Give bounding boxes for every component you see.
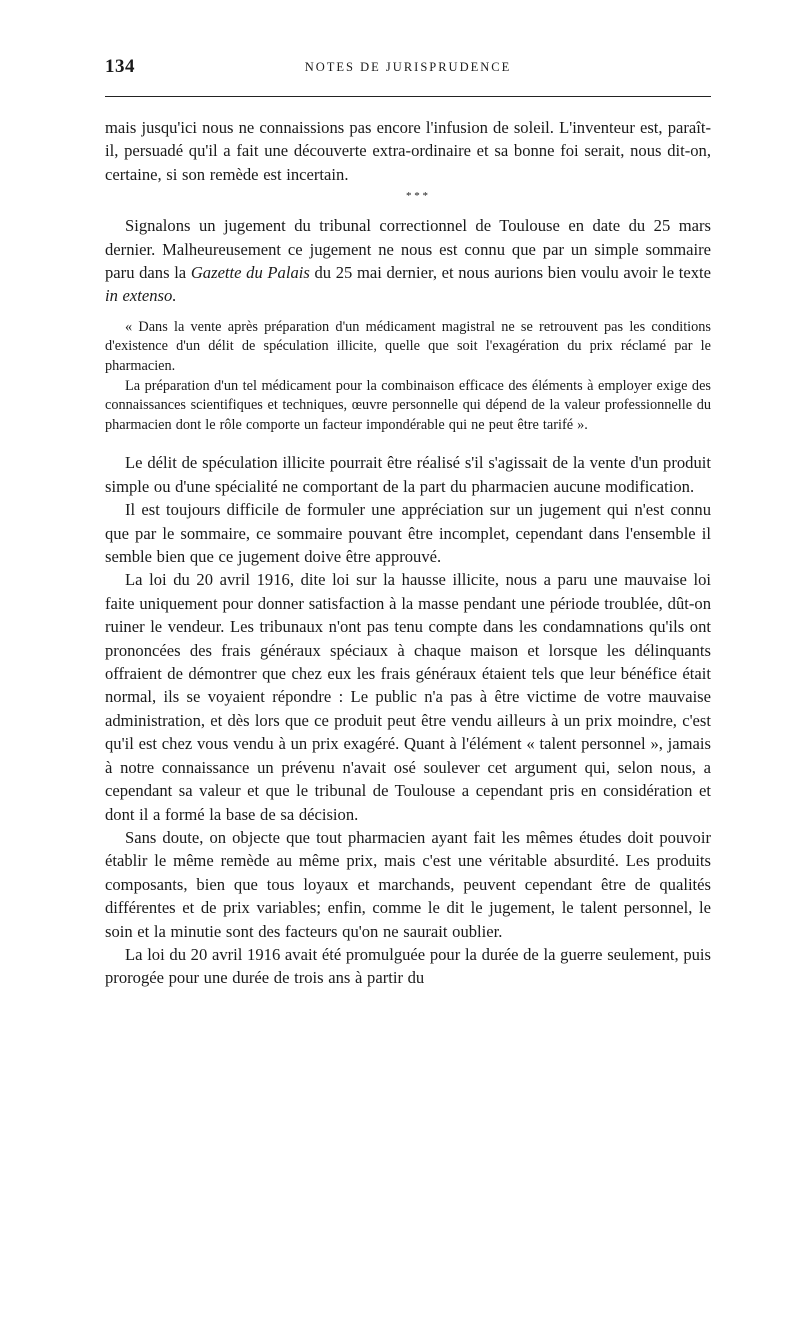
in-extenso: in extenso. (105, 286, 177, 306)
paragraph-6: Sans doute, on objecte que tout pharmacien ayant fait les mêmes études doit pouvoir établir le même remède au même prix, mais c'est une véritable absurdité. Les produits composants, bien que tous loyaux et marchands, peuvent cependant être de qualités différentes et de prix variables; enfin, comme le dit le jugement, le talent personnel, le soin et la minutie sont des facteurs qu'on ne saurait oublier. (105, 827, 711, 941)
paragraph-3: Le délit de spéculation illicite pourrait être réalisé s'il s'agissait de la vente d'un produit simple ou d'une spécialité ne comportant de la part du pharmacien aucune modification. (105, 453, 711, 496)
document-page (105, 56, 712, 988)
page-number: 134 (105, 56, 135, 77)
asterism: * * * (406, 190, 428, 203)
header-rule (105, 96, 711, 97)
quoted-summary (105, 318, 711, 436)
paragraph-1: mais jusqu'ici nous ne connaissions pas encore l'infusion de soleil. L'inventeur est, paraît-il, persuadé qu'il a fait une découverte extra-ordinaire et sa bonne foi serait, nous dit-on, certaine, si son remède est incertain. (105, 118, 711, 184)
asterism-divider (123, 190, 711, 203)
paragraph-5: La loi du 20 avril 1916, dite loi sur la hausse illicite, nous a paru une mauvaise loi faite uniquement pour donner satisfaction à la masse pendant une période troublée, dût-on ruiner le vendeur. Les tribunaux n'ont pas tenu compte dans les condamnations qu'ils ont prononcées des frais généraux spéciaux à chaque maison et lorsque les délinquants offraient de démontrer que chez eux les frais généraux étaient tels que leur bénéfice était normal, ils se voyaient répondre : Le public n'a pas à être victime de votre mauvaise administration, et dès lors que ce produit peut être vendu ailleurs à un prix moindre, c'est qu'il est chez vous vendu à un prix exagéré. Quant à l'élément « talent personnel », jamais à notre connaissance un prévenu n'avait osé soulever cet argument qui, selon nous, a cependant sa valeur et que le tribunal de Toulouse a cependant pris en considération et dont il a formé la base de sa décision. (105, 570, 711, 824)
paragraph-7: La loi du 20 avril 1916 avait été promulguée pour la durée de la guerre seulement, puis prorogée pour une durée de trois ans à partir du (105, 944, 711, 988)
paragraph-2-text-b: du 25 mai dernier, et nous aurions bien voulu avoir le texte (309, 263, 712, 283)
paragraph-2-text-a: Signalons un jugement du tribunal correctionnel de Toulouse en date du 25 mars dernier. Malheureusement ce jugement ne nous est connu que par un simple sommaire paru dans la (105, 216, 711, 283)
paragraph-4: Il est toujours difficile de formuler une appréciation sur un jugement qui n'est connu que par le sommaire, ce sommaire pouvant être incomplet, cependant dans l'ensemble il semble bien que ce jugement doive être approuvé. (105, 500, 711, 567)
page-header (105, 56, 711, 82)
body-text (105, 116, 711, 990)
quote-paragraph-1: « Dans la vente après préparation d'un médicament magistral ne se retrouvent pas les conditions d'existence d'un délit de spéculation illicite, quelle que soit l'exagération du prix réclamé par le pharmacien. (105, 318, 711, 375)
gazette-title: Gazette du Palais (190, 263, 310, 283)
paragraph-2 (105, 214, 711, 308)
quote-paragraph-2: La préparation d'un tel médicament pour la combinaison efficace des éléments à employer exige des connaissances scientifiques et techniques, œuvre personnelle qui dépend de la valeur professionnelle du pharmacien dont le rôle comporte un facteur impondérable qui ne peut être tarifé ». (105, 377, 711, 433)
running-title: NOTES DE JURISPRUDENCE (304, 60, 512, 74)
